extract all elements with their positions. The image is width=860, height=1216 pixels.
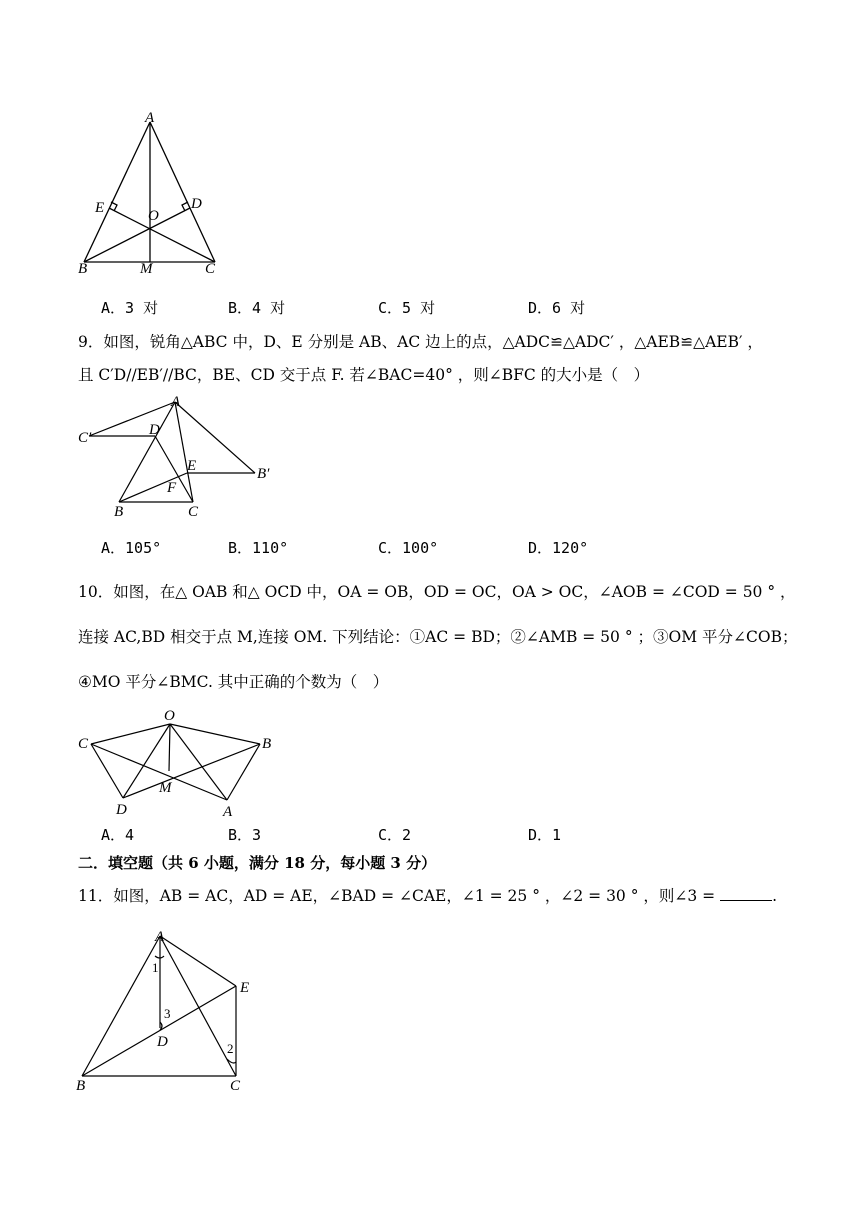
q8-label-a: A xyxy=(145,110,155,126)
q10-segment-om xyxy=(169,724,170,771)
q9-option-a[interactable]: A．105° xyxy=(101,539,162,557)
q11-figure xyxy=(70,922,270,1097)
q10-label-o: O xyxy=(164,708,175,724)
q11-segment-ae xyxy=(160,936,236,986)
q11-stem xyxy=(78,884,777,906)
q9-stem-line1: 9．如图，锐角△ABC 中，D、E 分别是 AB、AC 边上的点，△ADC≌△ADC′ ，△AEB≌△AEB′ ， xyxy=(78,333,763,351)
q8-label-m: M xyxy=(140,261,153,277)
q10-label-b: B xyxy=(262,736,272,752)
q9-label-b-prime: B′ xyxy=(257,466,270,482)
q11-side-ac xyxy=(160,936,236,1076)
q10-label-a: A xyxy=(223,804,233,820)
q10-option-c[interactable]: C．2 xyxy=(378,826,412,844)
q9-label-e: E xyxy=(187,458,197,474)
q8-option-d[interactable]: D．6 对 xyxy=(528,299,586,317)
q9-label-b: B xyxy=(114,504,124,520)
q9-option-c[interactable]: C．100° xyxy=(378,539,439,557)
q10-figure xyxy=(75,702,285,842)
q8-label-c: C xyxy=(205,261,216,277)
q8-option-a[interactable]: A．3 对 xyxy=(101,299,159,317)
q11-label-angle-2: 2 xyxy=(227,1041,234,1056)
q10-label-d: D xyxy=(116,802,127,818)
q8-label-b: B xyxy=(78,261,88,277)
q9-label-d: D xyxy=(149,422,160,438)
q9-label-c-prime: C′ xyxy=(78,430,92,446)
q8-option-b[interactable]: B．4 对 xyxy=(228,299,286,317)
q8-label-o: O xyxy=(148,208,159,224)
q8-side-ac xyxy=(150,122,215,262)
q11-label-c: C xyxy=(230,1078,241,1094)
q9-figure xyxy=(75,392,285,522)
q10-option-b[interactable]: B．3 xyxy=(228,826,262,844)
q11-label-b: B xyxy=(76,1078,86,1094)
q10-option-d[interactable]: D．1 xyxy=(528,826,562,844)
q9-option-b[interactable]: B．110° xyxy=(228,539,289,557)
q10-segment-oc xyxy=(91,724,170,744)
q9-stem-line2: 且 C′D//EB′//BC，BE、CD 交于点 F. 若∠BAC=40° ，则∠BFC 的大小是（ ） xyxy=(78,366,650,384)
q8-option-c[interactable]: C．5 对 xyxy=(378,299,436,317)
q10-segment-cd xyxy=(91,744,123,798)
q11-segment-be xyxy=(82,986,236,1076)
q8-label-d: D xyxy=(191,196,202,212)
q11-label-a: A xyxy=(155,929,165,945)
q8-side-ab xyxy=(84,122,150,262)
q11-answer-blank[interactable] xyxy=(720,886,772,901)
q9-label-f: F xyxy=(167,480,177,496)
section-2-heading: 二．填空题（共 6 小题，满分 18 分，每小题 3 分） xyxy=(78,854,437,872)
q11-label-d: D xyxy=(157,1034,168,1050)
q8-figure xyxy=(70,110,230,280)
q11-label-e: E xyxy=(240,980,250,996)
q9-label-a: A xyxy=(171,394,181,410)
q11-side-ab xyxy=(82,936,160,1076)
q9-label-c: C xyxy=(188,504,199,520)
q8-altitude-ce xyxy=(109,208,215,262)
q11-stem-text: 11．如图，AB = AC，AD = AE，∠BAD = ∠CAE，∠1 = 25 ° ，∠2 = 30 ° ，则∠3 = xyxy=(78,887,716,905)
q8-label-e: E xyxy=(95,200,105,216)
q10-label-m: M xyxy=(159,780,172,796)
q10-option-a[interactable]: A．4 xyxy=(101,826,135,844)
q11-label-angle-3: 3 xyxy=(164,1006,171,1021)
q10-segment-ba xyxy=(227,744,260,800)
q9-option-d[interactable]: D．120° xyxy=(528,539,589,557)
q11-label-angle-1: 1 xyxy=(152,960,159,975)
q9-segment-ac-prime xyxy=(89,402,175,436)
q10-stem-line3: ④MO 平分∠BMC. 其中正确的个数为（ ） xyxy=(78,673,389,691)
q9-segment-be xyxy=(119,473,187,502)
q10-stem-line2: 连接 AC,BD 相交于点 M,连接 OM. 下列结论：①AC = BD；②∠AMB = 50 ° ；③OM 平分∠COB； xyxy=(78,628,798,646)
q8-altitude-bd xyxy=(84,208,190,262)
q11-stem-end: . xyxy=(772,887,778,905)
q10-stem-line1: 10．如图，在△ OAB 和△ OCD 中，OA = OB，OD = OC，OA > OC，∠AOB = ∠COD = 50 ° ， xyxy=(78,583,796,601)
q10-label-c: C xyxy=(78,736,89,752)
